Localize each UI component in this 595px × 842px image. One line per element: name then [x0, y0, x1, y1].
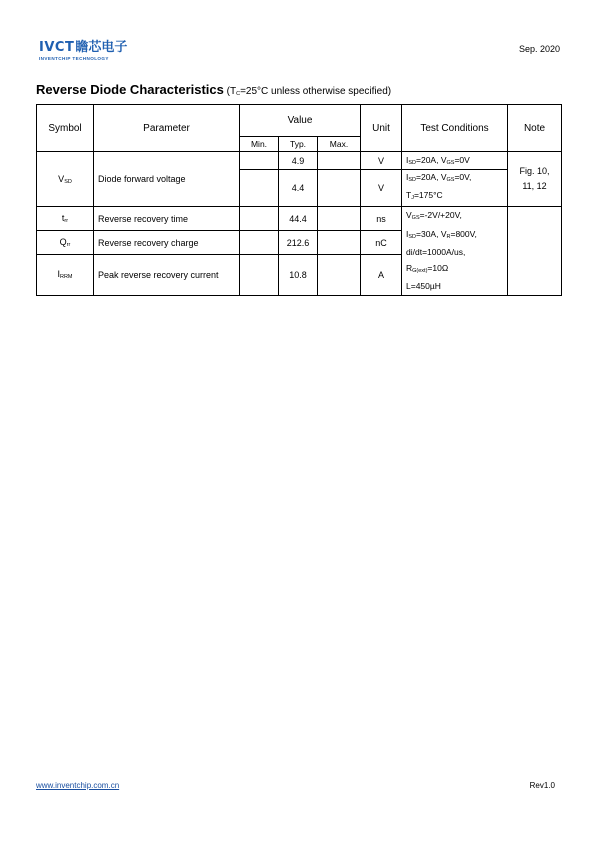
cond-sub: R	[446, 233, 451, 240]
parameter-cell: Reverse recovery time	[94, 207, 240, 231]
symbol-qrr	[37, 231, 94, 255]
min-cell	[240, 231, 279, 255]
header-test-conditions: Test Conditions	[402, 105, 508, 152]
symbol-main: V	[58, 173, 65, 184]
cond-sub: SD	[408, 233, 417, 240]
condition-prefix: (T	[223, 86, 237, 97]
reverse-diode-table	[36, 104, 562, 296]
cond-line	[406, 261, 503, 280]
cond-sub: J	[411, 195, 414, 201]
max-cell	[318, 231, 361, 255]
parameter-cell: Peak reverse recovery current	[94, 255, 240, 295]
cond-line	[406, 227, 503, 246]
header-unit: Unit	[361, 105, 402, 152]
header-symbol: Symbol	[37, 105, 94, 152]
cond-sub: GS	[411, 215, 420, 221]
cond-line: di/dt=1000A/us,	[406, 247, 466, 257]
cond-line	[406, 170, 503, 188]
cond-text: I	[406, 155, 409, 165]
symbol-vsd	[37, 152, 94, 207]
logo-subtitle: INVENTCHIP TECHNOLOGY	[39, 56, 109, 61]
cond-line	[406, 188, 503, 206]
header-max: Max.	[318, 137, 361, 152]
min-cell	[240, 152, 279, 170]
symbol-main: Q	[59, 237, 67, 248]
section-title-text: Reverse Diode Characteristics	[36, 82, 224, 97]
note-cell	[508, 207, 562, 296]
cond-text: =20A, V	[416, 155, 447, 165]
unit-cell: ns	[361, 207, 402, 231]
header-typ: Typ.	[279, 137, 318, 152]
cond-text: =30A, V	[416, 228, 447, 239]
cond-text: V	[406, 210, 412, 220]
cond-text: =0V,	[454, 172, 472, 182]
unit-cell: V	[361, 152, 402, 170]
symbol-irrm	[37, 255, 94, 295]
cond-line	[406, 208, 503, 227]
symbol-main: I	[57, 269, 60, 280]
unit-cell: A	[361, 255, 402, 295]
min-cell	[240, 207, 279, 231]
cond-text: =20A, V	[416, 172, 447, 182]
cond-text: =-2V/+20V,	[419, 210, 462, 220]
parameter-cell: Diode forward voltage	[94, 152, 240, 207]
cond-text: I	[406, 172, 409, 182]
shared-test-conditions	[402, 207, 508, 296]
website-link[interactable]: www.inventchip.com.cn	[36, 781, 120, 790]
cond-text: R	[406, 262, 413, 273]
logo-wordmark	[39, 41, 127, 55]
test-condition-cell	[402, 170, 508, 207]
document-date: Sep. 2020	[518, 44, 560, 54]
revision-label: Rev1.0	[529, 781, 555, 790]
cond-text: =175°C	[413, 190, 443, 200]
symbol-sub: RRM	[59, 274, 73, 281]
logo-latin: IVCT	[39, 40, 75, 55]
parameter-cell: Reverse recovery charge	[94, 231, 240, 255]
condition-suffix: =25°C unless otherwise specified)	[240, 86, 392, 97]
header-value: Value	[240, 105, 361, 137]
typ-cell: 10.8	[279, 255, 318, 295]
symbol-sub: SD	[64, 178, 72, 185]
note-line: 11, 12	[522, 181, 547, 191]
symbol-sub: rr	[64, 218, 69, 225]
max-cell	[318, 255, 361, 295]
unit-cell: V	[361, 170, 402, 207]
typ-cell: 4.9	[279, 152, 318, 170]
typ-cell: 44.4	[279, 207, 318, 231]
symbol-sub: rr	[66, 242, 71, 249]
table-row	[37, 207, 562, 231]
header-min: Min.	[240, 137, 279, 152]
section-condition	[224, 86, 391, 97]
section-title	[36, 82, 391, 97]
table-row	[37, 152, 562, 170]
condition-sub: C	[236, 91, 241, 97]
cond-text: =0V	[454, 155, 470, 165]
cond-sub: G(ext)	[412, 267, 428, 274]
company-logo	[39, 41, 127, 61]
typ-cell: 212.6	[279, 231, 318, 255]
cond-sub: SD	[408, 177, 417, 183]
header-parameter: Parameter	[94, 105, 240, 152]
cond-line: L=450µH	[406, 281, 441, 291]
cond-sub: GS	[446, 177, 455, 183]
test-condition-cell	[402, 152, 508, 170]
cond-text: =800V,	[450, 228, 477, 239]
note-line: Fig. 10,	[519, 166, 550, 176]
max-cell	[318, 207, 361, 231]
symbol-trr	[37, 207, 94, 231]
max-cell	[318, 152, 361, 170]
unit-cell: nC	[361, 231, 402, 255]
header-note: Note	[508, 105, 562, 152]
note-cell	[508, 152, 562, 207]
symbol-main: t	[61, 213, 65, 224]
min-cell	[240, 255, 279, 295]
typ-cell: 4.4	[279, 170, 318, 207]
cond-sub: GS	[446, 160, 455, 166]
cond-sub: SD	[408, 160, 417, 166]
cond-text: =10Ω	[427, 262, 449, 273]
cond-text: I	[406, 228, 409, 239]
logo-chinese: 瞻芯电子	[75, 40, 128, 55]
max-cell	[318, 170, 361, 207]
min-cell	[240, 170, 279, 207]
cond-text: T	[406, 190, 412, 200]
